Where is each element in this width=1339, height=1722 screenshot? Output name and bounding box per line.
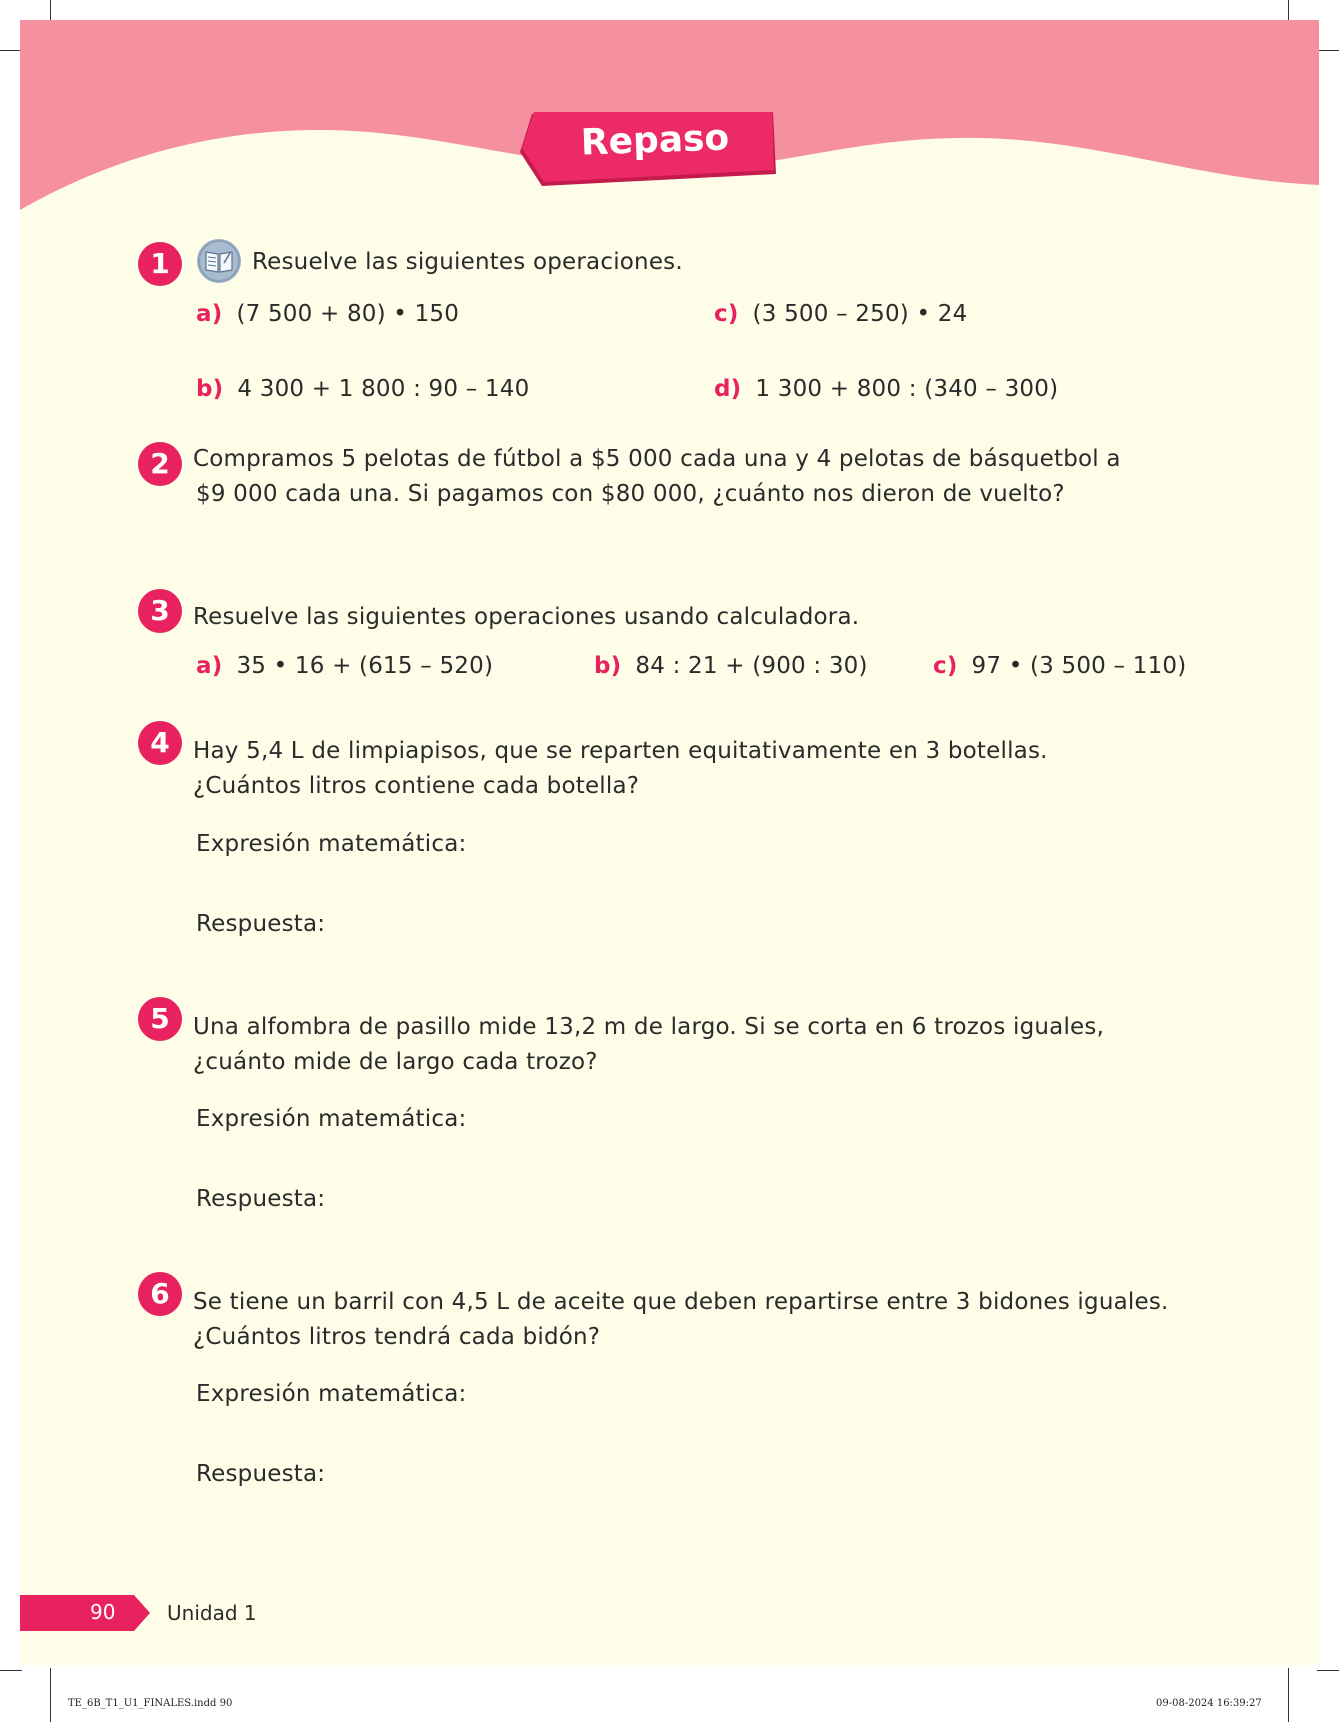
exercise-number: 3 <box>138 589 182 633</box>
exercise-text-line: $9 000 cada una. Si pagamos con $80 000, ¿cuánto nos dieron de vuelto? <box>196 481 1065 507</box>
expression-label: Expresión matemática: <box>196 1106 467 1132</box>
item-label: c) <box>714 301 739 327</box>
exercise-text-line: Una alfombra de pasillo mide 13,2 m de largo. Si se corta en 6 trozos iguales, <box>193 1014 1105 1040</box>
crop-mark <box>0 1670 22 1671</box>
exercise-prompt: Resuelve las siguientes operaciones. <box>252 249 683 275</box>
item-expression: 35 • 16 + (615 – 520) <box>236 653 494 679</box>
item-c <box>714 301 967 327</box>
item-expression: (3 500 – 250) • 24 <box>752 301 968 327</box>
item-expression: 97 • (3 500 – 110) <box>971 653 1187 679</box>
exercise-prompt: Resuelve las siguientes operaciones usando calculadora. <box>193 604 860 630</box>
crop-mark <box>1317 50 1339 51</box>
item-c <box>933 653 1186 679</box>
exercise-text-line: Hay 5,4 L de limpiapisos, que se reparten equitativamente en 3 botellas. <box>193 738 1048 764</box>
page-title: Repaso <box>580 117 730 164</box>
exercise-text-line: ¿Cuántos litros tendrá cada bidón? <box>193 1324 601 1350</box>
timestamp-slug: 09-08-2024 16:39:27 <box>1156 1698 1262 1709</box>
item-label: b) <box>594 653 622 679</box>
exercise-number: 4 <box>138 721 182 765</box>
exercise-text-line: ¿Cuántos litros contiene cada botella? <box>193 773 640 799</box>
answer-label: Respuesta: <box>196 911 326 937</box>
item-expression: 84 : 21 + (900 : 30) <box>635 653 868 679</box>
file-slug: TE_6B_T1_U1_FINALES.indd 90 <box>68 1698 233 1709</box>
crop-mark <box>50 0 51 22</box>
unit-label: Unidad 1 <box>167 1601 257 1625</box>
exercise-number: 5 <box>138 997 182 1041</box>
crop-mark <box>1317 1670 1339 1671</box>
exercise-number: 1 <box>138 242 182 286</box>
item-expression: 4 300 + 1 800 : 90 – 140 <box>237 376 530 402</box>
item-label: a) <box>196 301 223 327</box>
item-label: d) <box>714 376 742 402</box>
book-icon <box>197 239 241 283</box>
exercise-text-line: Compramos 5 pelotas de fútbol a $5 000 cada una y 4 pelotas de básquetbol a <box>193 446 1121 472</box>
item-a <box>196 653 493 679</box>
crop-mark <box>1288 1668 1289 1722</box>
item-a <box>196 301 459 327</box>
crop-mark <box>1288 0 1289 22</box>
item-b <box>594 653 868 679</box>
item-label: a) <box>196 653 223 679</box>
item-b <box>196 376 529 402</box>
expression-label: Expresión matemática: <box>196 831 467 857</box>
page-number-tab <box>20 1595 150 1631</box>
exercise-text-line: Se tiene un barril con 4,5 L de aceite que deben repartirse entre 3 bidones iguales. <box>193 1289 1169 1315</box>
item-d <box>714 376 1058 402</box>
crop-mark <box>0 50 22 51</box>
item-expression: 1 300 + 800 : (340 – 300) <box>755 376 1059 402</box>
answer-label: Respuesta: <box>196 1186 326 1212</box>
exercise-number: 2 <box>138 442 182 486</box>
crop-mark <box>50 1668 51 1722</box>
exercise-number: 6 <box>138 1272 182 1316</box>
expression-label: Expresión matemática: <box>196 1381 467 1407</box>
exercise-text-line: ¿cuánto mide de largo cada trozo? <box>193 1049 598 1075</box>
item-label: c) <box>933 653 958 679</box>
page-number: 90 <box>90 1600 116 1624</box>
answer-label: Respuesta: <box>196 1461 326 1487</box>
item-label: b) <box>196 376 224 402</box>
item-expression: (7 500 + 80) • 150 <box>236 301 460 327</box>
